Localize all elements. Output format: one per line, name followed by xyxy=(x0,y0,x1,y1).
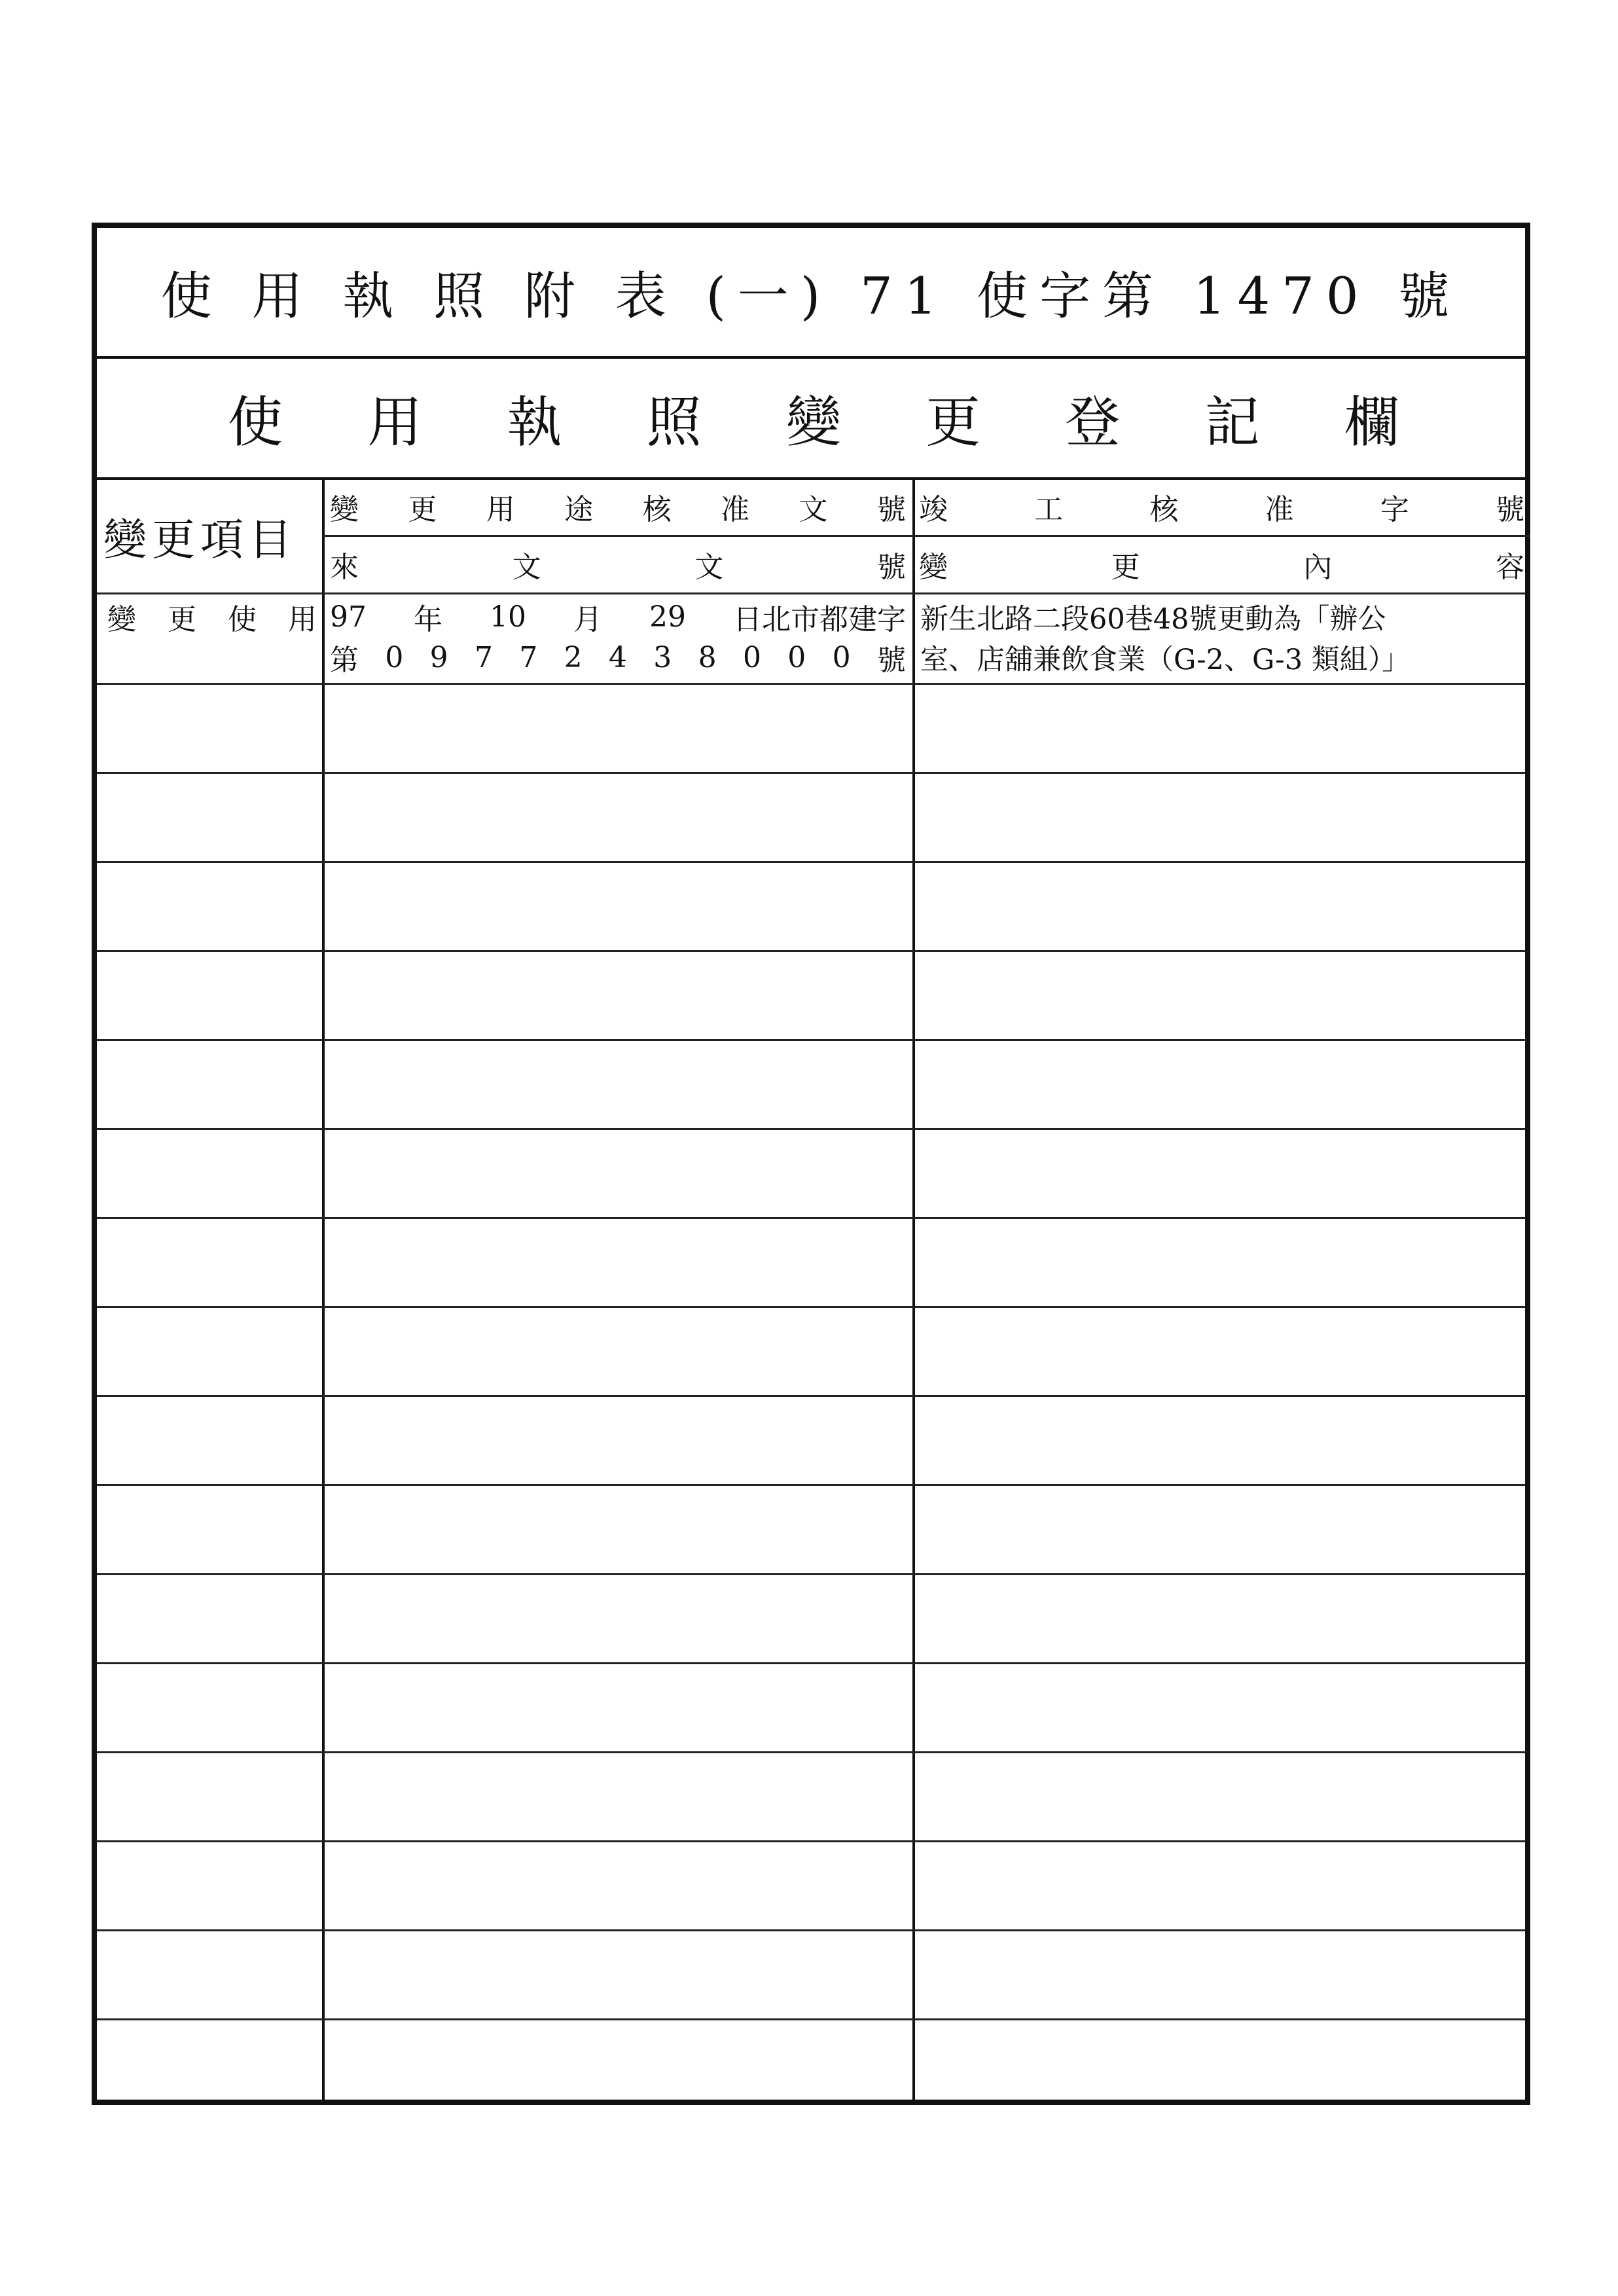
row-divider xyxy=(97,1217,1525,1219)
row-divider xyxy=(97,861,1525,863)
row-divider xyxy=(97,1573,1525,1575)
heading-row xyxy=(97,359,1525,480)
title-row xyxy=(97,228,1525,359)
row-divider xyxy=(97,1662,1525,1664)
heading-char: 欄 xyxy=(1344,390,1399,454)
row-divider xyxy=(97,1395,1525,1397)
row-divider xyxy=(97,592,1525,594)
entry-content-line1: 新生北路二段60巷48號更動為「辦公 xyxy=(920,602,1386,636)
heading-char: 更 xyxy=(926,390,981,454)
row-divider xyxy=(97,683,1525,685)
row-divider xyxy=(97,1929,1525,1931)
heading-char: 用 xyxy=(367,390,423,454)
row-divider xyxy=(97,1039,1525,1041)
column-divider xyxy=(322,480,325,2100)
row-divider xyxy=(97,1306,1525,1308)
item-header: 變更項目 xyxy=(103,514,297,565)
entry-item: 變 更 使 用 xyxy=(107,603,317,636)
incoming-header: 來 文 文 號 xyxy=(330,551,906,584)
heading-char: 照 xyxy=(646,390,702,454)
section-heading xyxy=(228,378,1399,458)
row-divider xyxy=(97,1128,1525,1130)
row-divider xyxy=(97,1484,1525,1486)
row-divider xyxy=(97,2018,1525,2020)
heading-char: 使 xyxy=(228,390,283,454)
row-divider xyxy=(97,1840,1525,1842)
heading-char: 記 xyxy=(1204,390,1260,454)
page-title: 使 用 執 照 附 表 (一) 71 使字第 1470 號 xyxy=(160,267,1462,326)
table-grid xyxy=(97,480,1525,2100)
content-header: 變 更 內 容 xyxy=(919,551,1524,584)
column-divider xyxy=(912,480,915,2100)
approval-header: 變 更 用 途 核 准 文 號 xyxy=(330,493,906,526)
entry-doc-number-line2: 第 0 9 7 7 2 4 3 8 0 0 0 號 xyxy=(330,640,906,677)
heading-char: 變 xyxy=(785,390,841,454)
heading-char: 登 xyxy=(1065,390,1121,454)
row-divider xyxy=(97,950,1525,952)
completion-header: 竣 工 核 准 字 號 xyxy=(919,493,1524,526)
entry-doc-number-line1: 97 年 10 月 29 日北市都建字 xyxy=(330,600,906,636)
heading-char: 執 xyxy=(507,390,562,454)
row-divider xyxy=(97,772,1525,774)
entry-content-line2: 室、店舖兼飲食業（G-2、G-3 類組）」 xyxy=(920,643,1411,676)
header-divider xyxy=(322,535,1530,537)
row-divider xyxy=(97,1751,1525,1753)
registration-table xyxy=(92,223,1530,2105)
